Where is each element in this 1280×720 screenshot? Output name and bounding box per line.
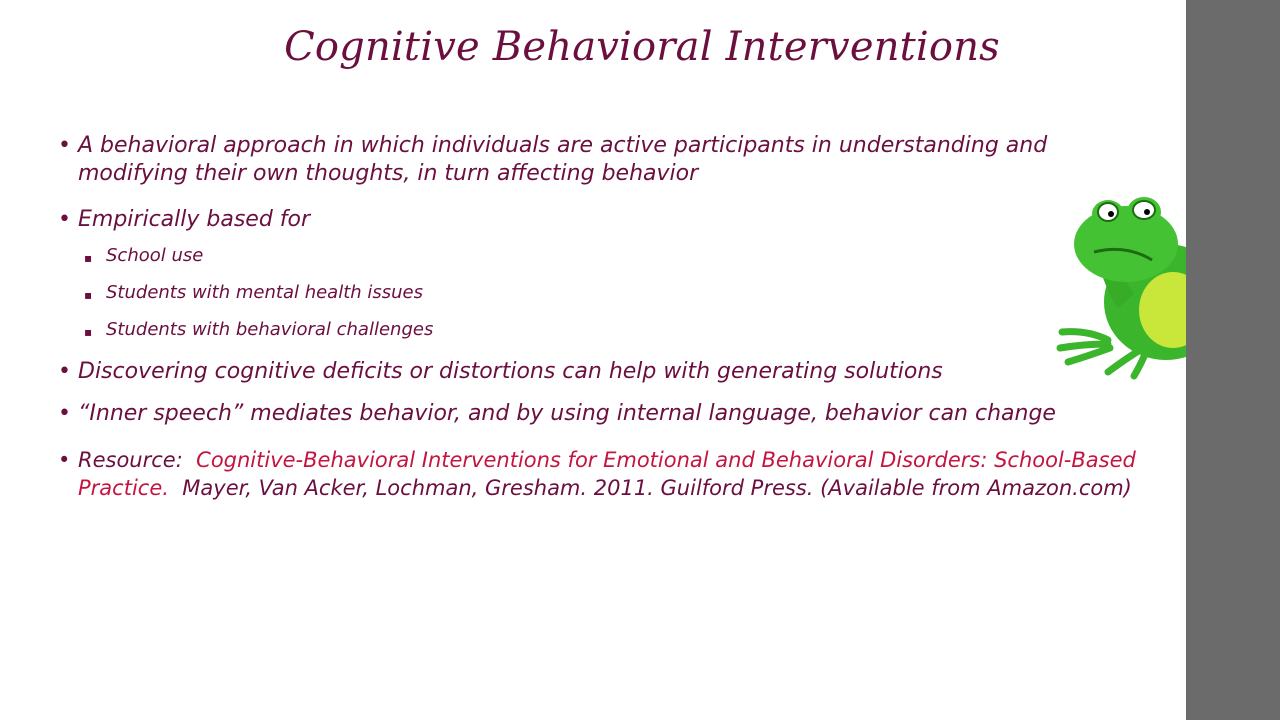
- slide-content: [58, 132, 1138, 502]
- bullet-inner-speech: • “Inner speech” mediates behavior, and by using internal language, behavior can change: [58, 400, 1138, 428]
- resource-details: Mayer, Van Acker, Lochman, Gresham. 2011. Guilford Press. (Available from Amazon.com): [182, 476, 1132, 500]
- sub-bullet-mental-health: ▪ Students with mental health issues: [84, 281, 1138, 305]
- bullet-definition: • A behavioral approach in which individuals are active participants in understanding and modifying their own thoughts, in turn affecting behavior: [58, 132, 1138, 188]
- side-band: [1186, 0, 1280, 720]
- bullet-discovering: • Discovering cognitive deficits or distortions can help with generating solutions: [58, 358, 1138, 386]
- sub-bullet-behavioral: ▪ Students with behavioral challenges: [84, 318, 1138, 342]
- resource-label: Resource:: [78, 448, 183, 472]
- sub-bullet-school-use: ▪ School use: [84, 244, 1138, 268]
- slide-title: Cognitive Behavioral Interventions: [284, 24, 1000, 70]
- bullet-resource: [58, 446, 1138, 502]
- empirical-sublist: [58, 244, 1138, 342]
- resource-book-title: Cognitive-Behavioral Interventions for Emotional and Behavioral Disorders: School-Based Practice.: [78, 448, 1136, 500]
- bullet-empirical: • Empirically based for: [58, 206, 1138, 234]
